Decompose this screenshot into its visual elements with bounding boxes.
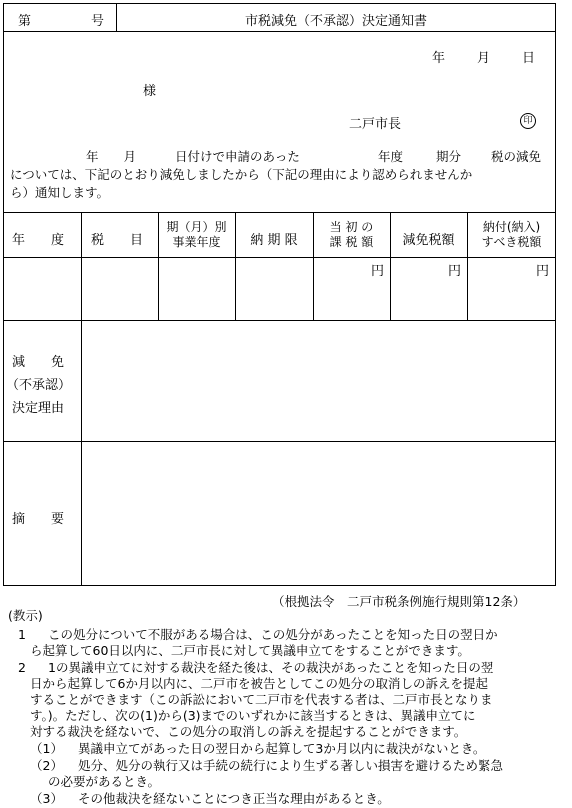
remarks-top-line xyxy=(3,441,556,442)
number-prefix: 第 xyxy=(18,14,32,29)
col-divider-1 xyxy=(81,212,82,320)
yen-payable: 円 xyxy=(536,264,550,279)
remarks-label: 摘 要 xyxy=(12,512,65,527)
date-month: 月 xyxy=(477,51,491,66)
header-year: 年 度 xyxy=(12,233,65,248)
header-period-1: 期（月）別 xyxy=(166,220,227,234)
body-tax-reduction: 税の減免 xyxy=(491,149,542,164)
item1-line-2: ら起算して60日以内に、二戸市長に対して異議申立てをすることができます。 xyxy=(30,643,470,658)
header-period-2: 事業年度 xyxy=(172,235,221,249)
item1-line-1: この処分について不服がある場合は、この処分があったことを知った日の翌日か xyxy=(48,627,498,642)
legal-basis: （根拠法令 二戸市税条例施行規則第12条） xyxy=(272,594,526,609)
reason-divider xyxy=(81,320,82,586)
body-line-2: については、下記のとおり減免しましたから（下記の理由により認められませんか xyxy=(10,167,473,182)
table-header-line xyxy=(3,257,556,258)
header-reduction: 減免税額 xyxy=(402,233,455,248)
reason-label-3: 決定理由 xyxy=(12,401,65,416)
item2-number: 2 xyxy=(18,660,26,675)
body-line-3: ら）通知します。 xyxy=(10,185,110,200)
sub1-text: 異議申立てがあった日の翌日から起算して3か月以内に裁決がないとき。 xyxy=(78,741,486,756)
table-bottom-line xyxy=(3,320,556,321)
item2-line-1: 1の異議申立てに対する裁決を経た後は、その裁決があったことを知った日の翌 xyxy=(48,660,494,675)
reason-label-1: 減 免 xyxy=(12,355,65,370)
sub1-number: （1） xyxy=(30,741,63,756)
date-year: 年 xyxy=(432,51,446,66)
header-payable-1: 納付(納入) xyxy=(482,220,541,234)
document-title: 市税減免（不承認）決定通知書 xyxy=(244,14,427,29)
issuer-name: 二戸市長 xyxy=(349,117,402,132)
reason-label-2: （不承認） xyxy=(6,378,72,393)
sub2-number: （2） xyxy=(30,758,63,773)
header-initial-1: 当 初 の xyxy=(329,220,374,234)
sub2-line-1: 処分、処分の執行又は手続の続行により生ずる著しい損害を避けるため緊急 xyxy=(78,758,504,773)
form-frame xyxy=(3,3,556,586)
sub2-line-2: の必要があるとき。 xyxy=(48,774,161,789)
number-suffix: 号 xyxy=(91,14,105,29)
addressee-honorific: 様 xyxy=(143,84,157,99)
date-day: 日 xyxy=(522,51,536,66)
header-divider xyxy=(3,31,556,32)
item1-number: 1 xyxy=(18,627,26,642)
instructions-heading: (教示) xyxy=(8,608,43,623)
yen-reduction: 円 xyxy=(448,264,462,279)
issuer-seal xyxy=(520,112,536,129)
header-due-date: 納 期 限 xyxy=(250,233,298,248)
body-month: 年 月 xyxy=(86,149,137,164)
yen-initial: 円 xyxy=(371,264,385,279)
body-period: 期分 xyxy=(436,149,462,164)
header-payable-2: すべき税額 xyxy=(481,235,542,249)
item2-line-3: することができます（この訴訟において二戸市を代表する者は、二戸市長となりま xyxy=(30,692,493,707)
sub3-number: （3） xyxy=(30,791,63,806)
item2-line-5: 対する裁決を経ないで、この処分の取消しの訴えを提起することができます。 xyxy=(30,724,467,739)
table-top-line xyxy=(3,212,556,213)
body-applied-date: 日付けで申請のあった xyxy=(175,149,300,164)
header-initial-2: 課 税 額 xyxy=(329,235,374,249)
item2-line-2: 日から起算して6か月以内に、二戸市を被告としてこの処分の取消しの訴えを提起 xyxy=(30,676,488,691)
body-fiscal-year: 年度 xyxy=(378,149,404,164)
seal-icon: 印 xyxy=(520,113,536,129)
sub3-text: その他裁決を経ないことにつき正当な理由があるとき。 xyxy=(78,791,390,806)
item2-line-4: す。)。ただし、次の(1)から(3)までのいずれかに該当するときは、異議申立てに xyxy=(30,708,476,723)
header-tax-item: 税 目 xyxy=(91,233,144,248)
